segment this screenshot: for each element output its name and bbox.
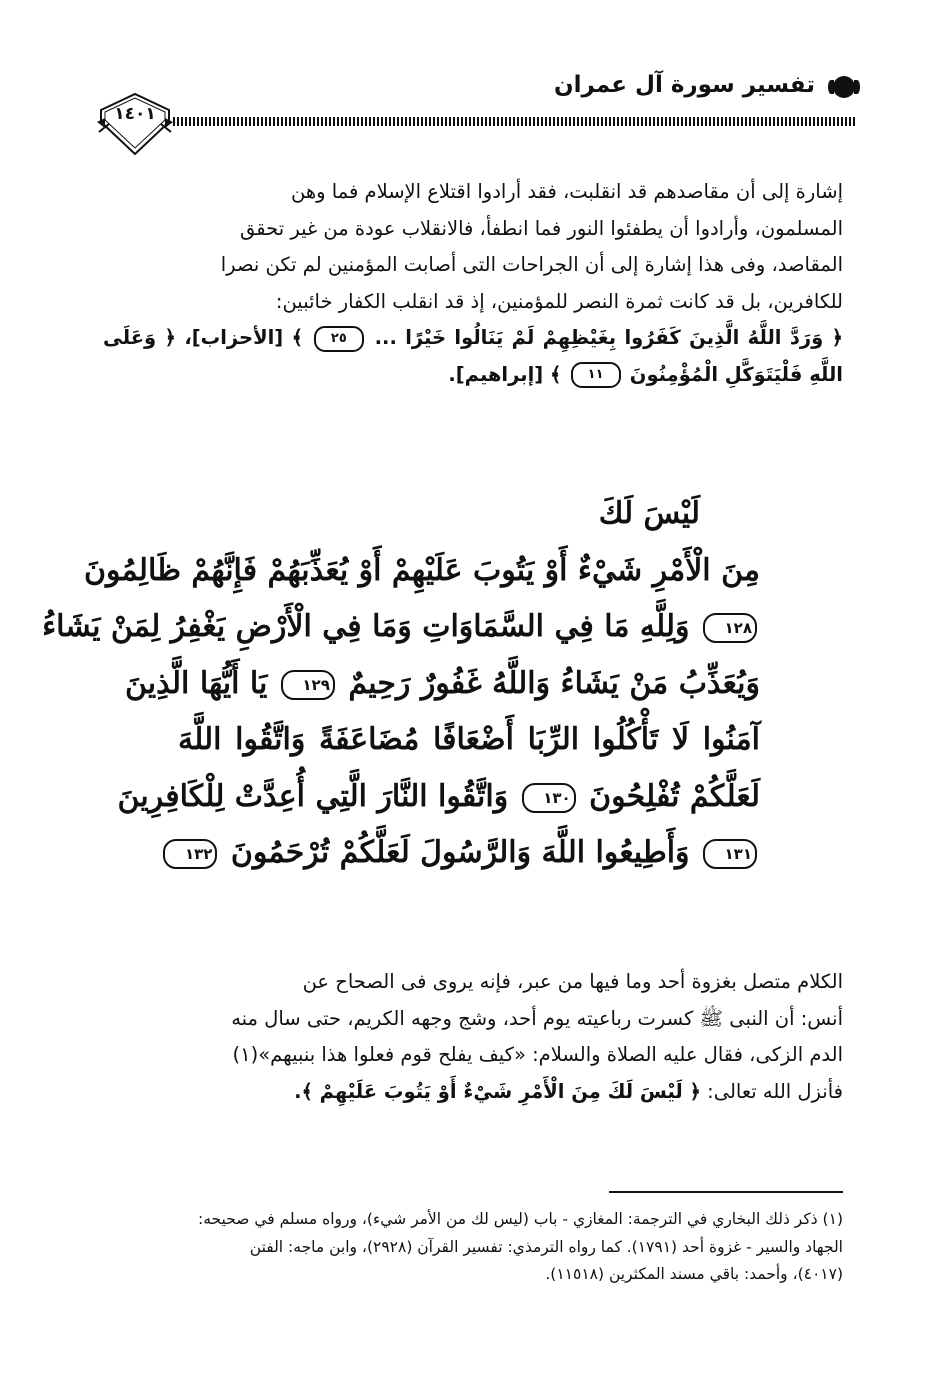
quran-text: وَاتَّقُوا النَّارَ الَّتِي أُعِدَّتْ لِلْكَافِرِينَ: [117, 778, 509, 814]
ayah-number-marker: ١٣١: [703, 839, 757, 869]
commentary-paragraph: [103, 964, 843, 1110]
text-line: إشارة إلى أن مقاصدهم قد انقلبت، فقد أرادوا اقتلاع الإسلام فما وهن: [291, 180, 843, 203]
quran-line: مِنَ الْأَمْرِ شَيْءٌ أَوْ يَتُوبَ عَلَيْهِمْ أَوْ يُعَذِّبَهُمْ فَإِنَّهُمْ ظَالِمُونَ: [83, 552, 760, 588]
intro-paragraph: [103, 174, 843, 393]
quran-text: وَيُعَذِّبُ مَنْ يَشَاءُ وَاللَّهُ غَفُورٌ رَحِيمٌ: [348, 665, 760, 701]
text-line: المقاصد، وفى هذا إشارة إلى أن الجراحات التى أصابت المؤمنين لم تكن نصرا: [220, 253, 843, 276]
verse-citation: [103, 320, 843, 393]
page-number: ١٤٠١: [114, 104, 156, 124]
page-number-badge: [95, 92, 175, 170]
text-line: [103, 1074, 843, 1111]
surah-reference: ﴾ [إبراهيم].: [448, 362, 562, 386]
quoted-verse: ﴿ لَيْسَ لَكَ مِنَ الْأَمْرِ شَيْءٌ أَوْ يَتُوبَ عَلَيْهِمْ ﴾.: [294, 1079, 701, 1103]
ayah-number-marker: ١٣٠: [522, 783, 576, 813]
quran-text: وَلِلَّهِ مَا فِي السَّمَاوَاتِ وَمَا فِي الْأَرْضِ يَغْفِرُ لِمَنْ يَشَاءُ: [42, 609, 690, 644]
text-fragment: فأنزل الله تعالى:: [700, 1079, 843, 1103]
quran-line: [42, 599, 760, 656]
footnote-line: الجهاد والسير - غزوة أحد (١٧٩١). كما رواه الترمذي: تفسير القرآن (٢٩٢٨)، وابن ماجه: الفتن: [249, 1237, 843, 1256]
text-line: للكافرين، بل قد كانت ثمرة النصر للمؤمنين، إذ قد انقلب الكفار خائبين:: [275, 289, 843, 313]
quoted-verse: ﴿ وَرَدَّ اللَّهُ الَّذِينَ كَفَرُوا بِغَيْظِهِمْ لَمْ يَنَالُوا خَيْرًا ...: [374, 326, 843, 349]
footnote-line: (١) ذكر ذلك البخاري في الترجمة: المغازي - باب (ليس لك من الأمر شيء)، ورواه مسلم في صحيحه:: [198, 1210, 843, 1228]
page-header: [95, 62, 855, 182]
quran-verses-block: [42, 486, 760, 882]
ayah-number-marker: ١١: [571, 362, 621, 388]
surah-reference: ﴾ [الأحزاب]،: [175, 326, 304, 349]
running-title: تفسير سورة آل عمران: [554, 72, 815, 98]
text-line: الدم الزكى، فقال عليه الصلاة والسلام: «كيف يفلح قوم فعلوا هذا بنبيهم»(١): [232, 1043, 843, 1066]
quoted-verse: ﴿ وَعَلَى اللَّهِ فَلْيَتَوَكَّلِ الْمُؤْمِنُونَ: [103, 326, 843, 386]
quran-line: [124, 656, 760, 713]
quran-text: يَا أَيُّهَا الَّذِينَ: [124, 665, 268, 701]
ayah-number-marker: ١٢٩: [281, 670, 335, 700]
text-line: المسلمون، وأرادوا أن يطفئوا النور فما انطفأ، فالانقلاب عودة من غير تحقق: [240, 216, 843, 240]
ayah-number-marker: ٢٥: [314, 326, 364, 352]
quran-line: لَيْسَ لَكَ: [598, 496, 700, 531]
quran-line: [178, 825, 760, 882]
footnote-separator: [609, 1191, 843, 1193]
flower-ornament-icon: [833, 76, 855, 98]
text-line: أنس: أن النبى ﷺ كسرت رباعيته يوم أحد، وشج وجهه الكريم، حتى سال منه: [231, 1006, 843, 1030]
header-rule: [173, 117, 855, 126]
quran-text: لَعَلَّكُمْ تُفْلِحُونَ: [589, 778, 760, 814]
text-line: الكلام متصل بغزوة أحد وما فيها من عبر، فإنه يروى فى الصحاح عن: [302, 970, 843, 993]
ayah-number-marker: ١٣٢: [163, 839, 217, 869]
ayah-number-marker: ١٢٨: [703, 613, 757, 643]
quran-line: آمَنُوا لَا تَأْكُلُوا الرِّبَا أَضْعَافًا مُضَاعَفَةً وَاتَّقُوا اللَّهَ: [178, 722, 760, 757]
footnote: [103, 1206, 843, 1289]
quran-text: وَأَطِيعُوا اللَّهَ وَالرَّسُولَ لَعَلَّكُمْ تُرْحَمُونَ: [230, 835, 690, 870]
footnote-line: (٤٠١٧)، وأحمد: باقي مسند المكثرين (١١٥١٨).: [545, 1265, 843, 1283]
quran-line: [117, 769, 760, 826]
